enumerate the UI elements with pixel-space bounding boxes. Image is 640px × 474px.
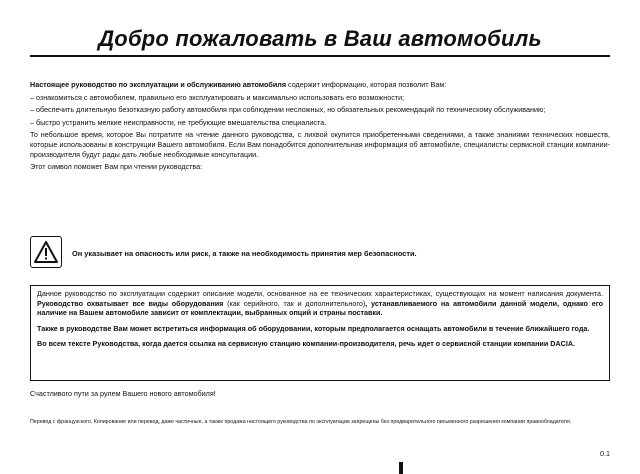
list-item: – обеспечить длительную безотказную работу автомобиля при соблюдении несложных, но обязательных рекомендаций по техническому обслуживанию; [30,105,546,115]
notice-paragraph-2: Также в руководстве Вам может встретиться информация об оборудовании, которым предполагается оснащать автомобили в течение ближайшего года. [37,323,590,333]
warning-block [30,236,610,272]
info-paragraph: То небольшое время, которое Вы потратите на чтение данного руководства, с лихвой окупится приобретенными сведениями, а также знаниями технических новшеств, которые использованы в конструкции Вашего автомобиля. Если Вам понадобится дополнительная информация об автомобиле, специалисты сервисной станции компании-производителя будут рады дать любые необходимые консультации. [30,130,610,159]
copyright-footer: Перевод с французского. Копирование или перевод, даже частичные, а также продажа настоящего руководства по эксплуатации запрещены без предварительного письменного разрешения компании правообладателя. [30,419,572,425]
intro-section [30,80,610,175]
notice-paragraph-3: Во всем тексте Руководства, когда дается ссылка на сервисную станцию компании-производителя, речь идет о сервисной станции компании DACIA. [37,339,576,349]
page-edge-marker [399,462,403,474]
intro-rest: содержит информацию, которая позволит Вам: [286,80,447,89]
warning-triangle-icon [30,236,62,268]
page-number: 0.1 [600,449,610,458]
notice-text: (как серийного, так и дополнительного) [223,298,366,308]
equipment-notice-box [30,285,610,381]
list-item: – быстро устранить мелкие неисправности, не требующие вмешательства специалиста. [30,117,327,127]
warning-text: Он указывает на опасность или риск, а также на необходимость принятия мер безопасности. [72,249,417,258]
list-item: – ознакомиться с автомобилем, правильно его эксплуатировать и максимально использовать его возможности; [30,92,405,102]
notice-paragraph-1 [37,289,603,318]
page-title: Добро пожаловать в Ваш автомобиль [98,26,542,51]
closing-wish: Счастливого пути за рулем Вашего нового автомобиля! [30,389,216,398]
notice-bold: Руководство охватывает все виды оборудования [37,298,224,308]
intro-bold: Настоящее руководство по эксплуатации и обслуживанию автомобиля [30,80,287,89]
notice-bold: , устанавливаемого на автомобили данной модели, однако его наличие на Вашем автомобиле зависит от комплектации, выбранных опций и страны поставки. [37,298,604,318]
notice-text: Данное руководство по эксплуатации содержит описание модели, основанное на ее технических характеристиках, существующих на момент написания документа. [37,289,603,298]
intro-paragraph [30,80,610,90]
symbol-intro: Этот символ поможет Вам при чтении руководства: [30,162,203,172]
title-underline [30,55,610,57]
